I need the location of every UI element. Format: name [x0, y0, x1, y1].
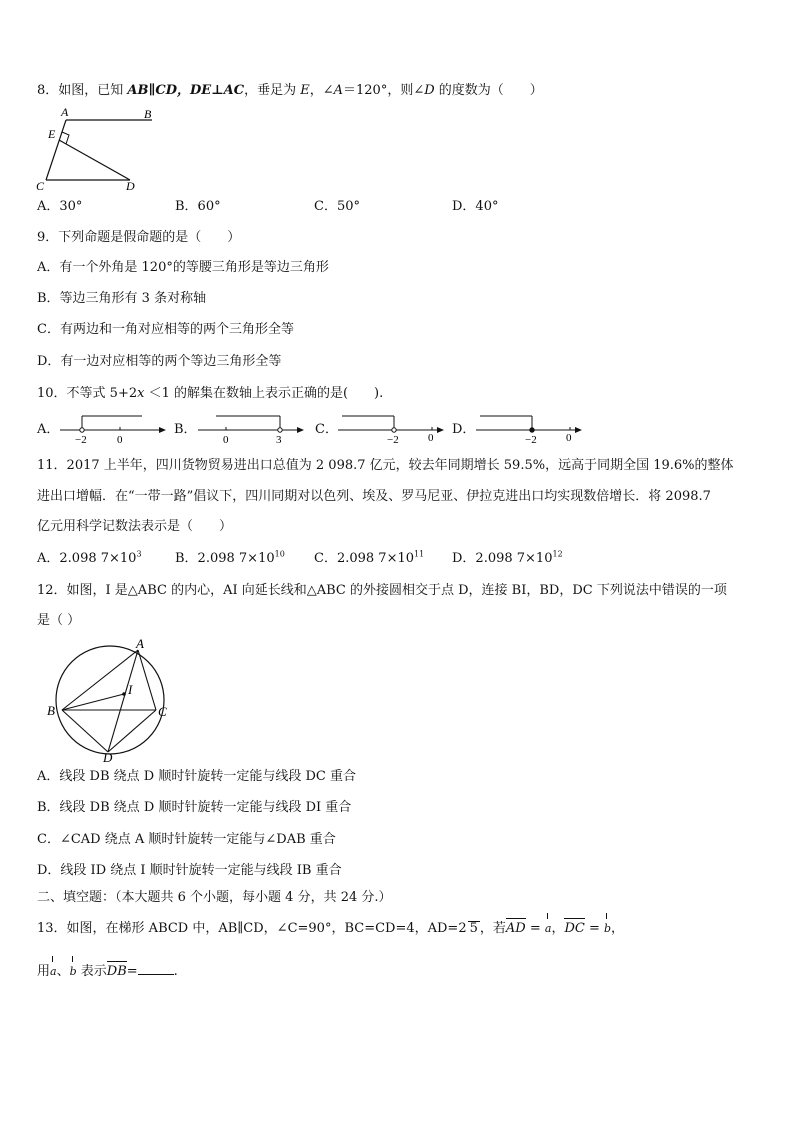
q10-number-line-b	[196, 410, 308, 446]
q13-vector-dc: DC	[564, 921, 585, 936]
q8-option-d: D．40°	[452, 199, 499, 214]
q8-label-B: B	[144, 107, 152, 121]
q10-option-d-label: D．	[452, 422, 476, 437]
q12-label-I: I	[128, 682, 133, 697]
q12-line-2: 是（ ）	[37, 613, 81, 628]
q13-vector-ad: AD	[505, 921, 526, 936]
q11-option-c: C．2.098 $7\times 10^{11}$	[314, 549, 425, 566]
q11-option-d: D．2.098 $7\times 10^{12}$	[452, 549, 563, 566]
svg-text:0: 0	[223, 434, 229, 446]
q11-option-a: A．2.098 $7\times 10^3$	[37, 549, 142, 566]
q11-option-b: B．2.098 $7\times 10^{10}$	[175, 549, 285, 566]
svg-text:0: 0	[566, 432, 572, 444]
q12-option-a: A．线段 DB 绕点 D 顺时针旋转一定能与线段 DC 重合	[37, 769, 356, 784]
q8-option-b: B．60°	[175, 199, 221, 214]
section-2-heading: 二、填空题：（本大题共 6 个小题，每小题 4 分，共 24 分.）	[37, 890, 392, 905]
q13-line-1: 13．如图，在梯形 ABCD 中，AB∥CD，∠C=90°，BC=CD=4，AD=2 5 ，若AD = a，DC = b，	[37, 921, 625, 936]
svg-text:0: 0	[428, 432, 434, 444]
q9-option-c: C．有两边和一角对应相等的两个三角形全等	[37, 322, 294, 337]
q12-line-1: 12．如图，I 是△ABC 的内心，AI 向延长线和△ABC 的外接圆相交于点 D，连接 BI，BD，DC 下列说法中错误的一项	[37, 583, 727, 598]
q10-option-c-label: C．	[315, 422, 338, 437]
svg-text:−2: −2	[75, 434, 87, 446]
q8-option-c: C．50°	[314, 199, 360, 214]
q8-label-D: D	[126, 179, 135, 193]
q10-option-a-label: A．	[37, 422, 60, 437]
q10-number-line-d	[474, 410, 586, 446]
q12-option-c: C．∠CAD 绕点 A 顺时针旋转一定能与∠DAB 重合	[37, 832, 336, 847]
q8-label-A: A	[61, 105, 69, 119]
q11-line-3: 亿元用科学记数法表示是（ ）	[37, 519, 233, 534]
q8-option-a: A．30°	[37, 199, 83, 214]
q10-number-line-c	[336, 410, 448, 446]
q8-label-E: E	[48, 127, 56, 141]
q12-option-d: D．线段 ID 绕点 I 顺时针旋转一定能与线段 IB 重合	[37, 863, 342, 878]
q12-label-A: A	[136, 638, 144, 651]
q11-line-1: 11．2017 上半年，四川货物贸易进出口总值为 2 098.7 亿元，较去年同期增长 59.5%，远高于同期全国 19.6%的整体	[37, 458, 734, 473]
q8-label-C: C	[36, 179, 45, 193]
q9-stem: 9．下列命题是假命题的是（ ）	[37, 230, 241, 245]
q10-option-b-label: B．	[174, 422, 197, 437]
q9-option-d: D．有一边对应相等的两个等边三角形全等	[37, 354, 282, 369]
q10-stem: 10．不等式 5+2x ＜1 的解集在数轴上表示正确的是( ).	[37, 386, 384, 401]
q12-figure	[40, 638, 180, 764]
q13-line-2: 用a、b 表示DB= .	[37, 964, 178, 979]
q12-label-B: B	[47, 703, 55, 718]
svg-text:−2: −2	[387, 434, 399, 446]
q13-vector-db: DB	[106, 964, 127, 979]
q13-answer-blank[interactable]	[138, 962, 174, 975]
svg-text:0: 0	[117, 434, 123, 446]
q13-sqrt: 5	[469, 921, 478, 936]
svg-text:−2: −2	[525, 434, 537, 446]
q9-option-b: B．等边三角形有 3 条对称轴	[37, 291, 207, 306]
q11-line-2: 进出口增幅．在“一带一路”倡议下，四川同期对以色列、埃及、罗马尼亚、伊拉克进出口均实现数倍增长．将 2098.7	[37, 489, 711, 504]
q12-label-C: C	[158, 704, 167, 719]
q12-label-D: D	[103, 750, 113, 764]
q12-option-b: B．线段 DB 绕点 D 顺时针旋转一定能与线段 DI 重合	[37, 800, 352, 815]
svg-text:3: 3	[276, 434, 282, 446]
q8-stem: 8．如图，已知 AB∥CD，DE⊥AC，垂足为 E，∠A＝120°，则∠D 的度数为（ ）	[37, 83, 543, 98]
q8-figure	[34, 104, 164, 196]
q9-option-a: A．有一个外角是 120°的等腰三角形是等边三角形	[37, 260, 329, 275]
q10-number-line-a	[58, 410, 170, 446]
